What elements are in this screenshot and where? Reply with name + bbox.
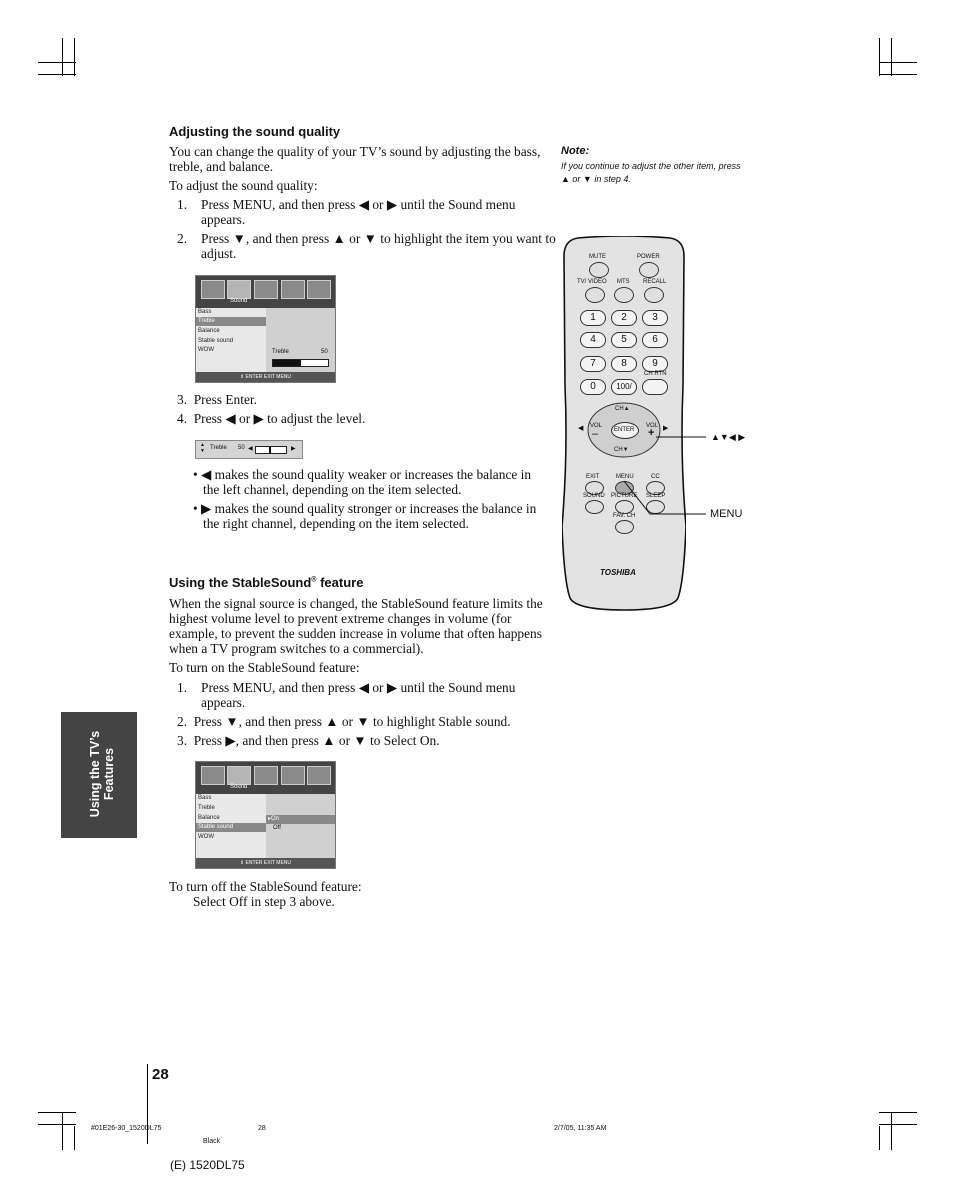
model-number: (E) 1520DL75 <box>170 1158 245 1172</box>
fav-ch-label: FAV. CH <box>613 513 636 519</box>
recall-label: RECALL <box>643 279 667 285</box>
page-number: 28 <box>152 1066 169 1083</box>
ch-up-label[interactable]: CH▲ <box>615 406 630 412</box>
chapter-tab-line2: Features <box>102 747 116 801</box>
lock-menu-icon <box>307 766 331 785</box>
crop-mark <box>879 62 917 63</box>
crop-mark <box>38 74 76 75</box>
section-heading <box>169 575 363 590</box>
right-arrow-icon: ▶ <box>291 446 296 452</box>
setup-menu-icon <box>254 766 278 785</box>
step-2 <box>177 231 556 263</box>
hundred-button[interactable]: 100/ <box>611 379 637 395</box>
mute-button[interactable] <box>589 262 609 278</box>
menu-item: Bass <box>198 309 212 315</box>
step-text: Press ▼, and then press ▲ or ▼ to highlight the item you want to <box>201 231 556 246</box>
sound-menu-screen <box>195 761 336 869</box>
instruction-text: To turn on the StableSound feature: <box>169 660 360 675</box>
option-label: On <box>271 816 280 822</box>
step-2: 2. Press ▼, and then press ▲ or ▼ to highlight Stable sound. <box>177 714 511 729</box>
note-text: If you continue to adjust the other item, press <box>561 161 741 171</box>
option-off: Off <box>273 825 281 831</box>
fav-ch-button[interactable] <box>615 520 634 534</box>
digit-6-button[interactable]: 6 <box>642 332 668 348</box>
digit-1-button[interactable]: 1 <box>580 310 606 326</box>
plus-icon: + <box>648 427 655 439</box>
page-number-rule <box>147 1064 148 1144</box>
picture-label: PICTURE <box>611 493 638 499</box>
level-label: Treble <box>272 349 289 355</box>
menu-item: Bass <box>198 795 212 801</box>
step-number: 1. <box>177 680 188 695</box>
updown-arrow-icon: ▲ ▼ <box>200 442 205 454</box>
menu-item: Stable sound <box>198 338 234 344</box>
power-button[interactable] <box>639 262 659 278</box>
sound-menu-icon <box>227 766 251 785</box>
bullet-right: • ▶ makes the sound quality stronger or increases the balance in <box>193 501 537 516</box>
heading-tail: feature <box>316 575 364 590</box>
crop-mark <box>879 1112 917 1113</box>
left-arrow-icon: ◀ <box>578 425 584 432</box>
digit-2-button[interactable]: 2 <box>611 310 637 326</box>
chapter-tab <box>61 712 137 838</box>
level-value: 50 <box>238 445 245 451</box>
menu-title: Sound <box>230 784 248 790</box>
level-panel <box>266 308 335 372</box>
menu-title: Sound <box>230 298 248 304</box>
picture-button[interactable] <box>615 500 634 514</box>
mts-label: MTS <box>617 279 630 285</box>
callout-menu-label: MENU <box>710 508 743 520</box>
sound-menu-icon <box>227 280 251 299</box>
minus-icon: – <box>592 428 599 440</box>
menu-item: Balance <box>198 815 220 821</box>
option-on: ▸On <box>266 815 335 824</box>
print-color: Black <box>203 1138 221 1145</box>
cc-label: CC <box>651 474 660 480</box>
mute-label: MUTE <box>589 254 606 260</box>
right-arrow-icon: ▶ <box>663 425 669 432</box>
option-menu-icon <box>281 280 305 299</box>
level-adjust-bar <box>195 440 303 459</box>
enter-label: ENTER <box>614 427 635 433</box>
intro-text: You can change the quality of your TV’s sound by adjusting the bass, <box>169 144 541 159</box>
chapter-tab-line1: Using the TV’s <box>88 730 102 818</box>
intro-text: treble, and balance. <box>169 159 274 174</box>
ch-rtn-label: CH RTN <box>644 371 667 377</box>
note-title: Note: <box>561 145 590 157</box>
recall-button[interactable] <box>644 287 664 303</box>
turn-off-text: To turn off the StableSound feature: <box>169 879 362 894</box>
digit-0-button[interactable]: 0 <box>580 379 606 395</box>
sleep-label: SLEEP <box>646 493 666 499</box>
step-text: appears. <box>201 212 246 227</box>
sound-menu-screen <box>195 275 336 383</box>
level-track-fill <box>256 447 271 453</box>
section-heading: Adjusting the sound quality <box>169 124 341 139</box>
menu-item: Treble <box>198 805 215 811</box>
option-menu-icon <box>281 766 305 785</box>
step-1 <box>177 197 547 229</box>
sound-label: SOUND <box>583 493 605 499</box>
tv-video-label: TV/ VIDEO <box>577 279 607 285</box>
print-page: 28 <box>258 1125 266 1132</box>
step-3: 3. Press ▶, and then press ▲ or ▼ to Select On. <box>177 733 440 748</box>
intro-text: When the signal source is changed, the StableSound feature limits the <box>169 596 543 611</box>
turn-off-text: Select Off in step 3 above. <box>193 894 335 909</box>
picture-menu-icon <box>201 280 225 299</box>
step-1 <box>177 680 547 712</box>
note-text: ▲ or ▼ in step 4. <box>561 174 631 184</box>
step-3: 3. Press Enter. <box>177 392 257 407</box>
menu-item: Treble <box>196 317 266 326</box>
step-text: adjust. <box>201 246 237 261</box>
bullet-right: the right channel, depending on the item selected. <box>203 516 469 531</box>
callout-arrows-label: ▲▼◀ ▶ <box>711 432 746 442</box>
crop-mark <box>38 62 76 63</box>
level-label: Treble <box>210 445 227 451</box>
exit-label: EXIT <box>586 474 600 480</box>
left-arrow-icon: ◀ <box>248 446 253 452</box>
menu-item: WOW <box>198 834 214 840</box>
menu-items <box>196 308 266 372</box>
crop-mark <box>62 1112 63 1150</box>
menu-label: MENU <box>616 474 634 480</box>
heading-text: Using the StableSound <box>169 575 312 590</box>
menu-icon-bar <box>196 762 335 794</box>
instruction-text: To adjust the sound quality: <box>169 178 318 193</box>
sound-button[interactable] <box>585 500 604 514</box>
crop-mark <box>74 38 75 76</box>
crop-mark <box>891 38 892 76</box>
digit-8-button[interactable]: 8 <box>611 356 637 372</box>
level-bar <box>272 359 329 367</box>
level-value: 50 <box>321 349 328 355</box>
menu-items <box>196 794 266 858</box>
menu-item: WOW <box>198 347 214 353</box>
lock-menu-icon <box>307 280 331 299</box>
menu-item: Balance <box>198 328 220 334</box>
tv-video-button[interactable] <box>585 287 605 303</box>
print-file: #01E26-30_1520DL75 <box>91 1125 162 1132</box>
intro-text: highest volume level to prevent extreme changes in volume (for <box>169 611 512 626</box>
registered-mark: ® <box>311 576 317 584</box>
mts-button[interactable] <box>614 287 634 303</box>
menu-footer: ⇕ ENTER EXIT MENU <box>196 858 335 868</box>
power-label: POWER <box>637 254 660 260</box>
bullet-left: • ◀ makes the sound quality weaker or increases the balance in <box>193 467 532 482</box>
digit-9-button[interactable]: 9 <box>642 356 668 372</box>
menu-icon-bar <box>196 276 335 308</box>
digit-4-button[interactable]: 4 <box>580 332 606 348</box>
digit-7-button[interactable]: 7 <box>580 356 606 372</box>
step-number: 1. <box>177 197 188 212</box>
crop-mark <box>879 74 917 75</box>
brand-logo: TOSHIBA <box>600 568 636 577</box>
print-date: 2/7/05, 11:35 AM <box>554 1125 607 1132</box>
vol-minus-label[interactable]: VOL <box>590 423 603 429</box>
sleep-button[interactable] <box>646 500 665 514</box>
crop-mark <box>879 38 880 76</box>
crop-mark <box>62 38 63 76</box>
level-track <box>255 446 287 454</box>
bullet-left: the left channel, depending on the item selected. <box>203 482 462 497</box>
intro-text: when a TV program switches to a commercial). <box>169 641 424 656</box>
crop-mark <box>879 1124 917 1125</box>
enter-button[interactable] <box>611 422 639 439</box>
step-4: 4. Press ◀ or ▶ to adjust the level. <box>177 411 366 426</box>
step-text: Press MENU, and then press ◀ or ▶ until the Sound menu <box>201 197 516 212</box>
step-text: appears. <box>201 695 246 710</box>
setup-menu-icon <box>254 280 278 299</box>
intro-text: example, to prevent the sudden increase in volume that often happens <box>169 626 542 641</box>
ch-rtn-button[interactable] <box>642 379 668 395</box>
vol-plus-label[interactable]: VOL <box>646 423 659 429</box>
step-text: Press MENU, and then press ◀ or ▶ until the Sound menu <box>201 680 516 695</box>
crop-mark <box>38 1124 76 1125</box>
crop-mark <box>891 1112 892 1150</box>
menu-item: Stable sound <box>196 823 266 832</box>
ch-down-label[interactable]: CH▼ <box>614 447 629 453</box>
crop-mark <box>74 1126 75 1150</box>
option-panel <box>266 794 335 858</box>
digit-3-button[interactable]: 3 <box>642 310 668 326</box>
step-number: 2. <box>177 231 188 246</box>
menu-footer: ⇕ ENTER EXIT MENU <box>196 372 335 382</box>
digit-5-button[interactable]: 5 <box>611 332 637 348</box>
level-bar-fill <box>273 360 301 366</box>
remote-control <box>562 236 686 611</box>
picture-menu-icon <box>201 766 225 785</box>
crop-mark <box>879 1126 880 1150</box>
crop-mark <box>38 1112 76 1113</box>
chapter-tab-text <box>75 717 123 833</box>
